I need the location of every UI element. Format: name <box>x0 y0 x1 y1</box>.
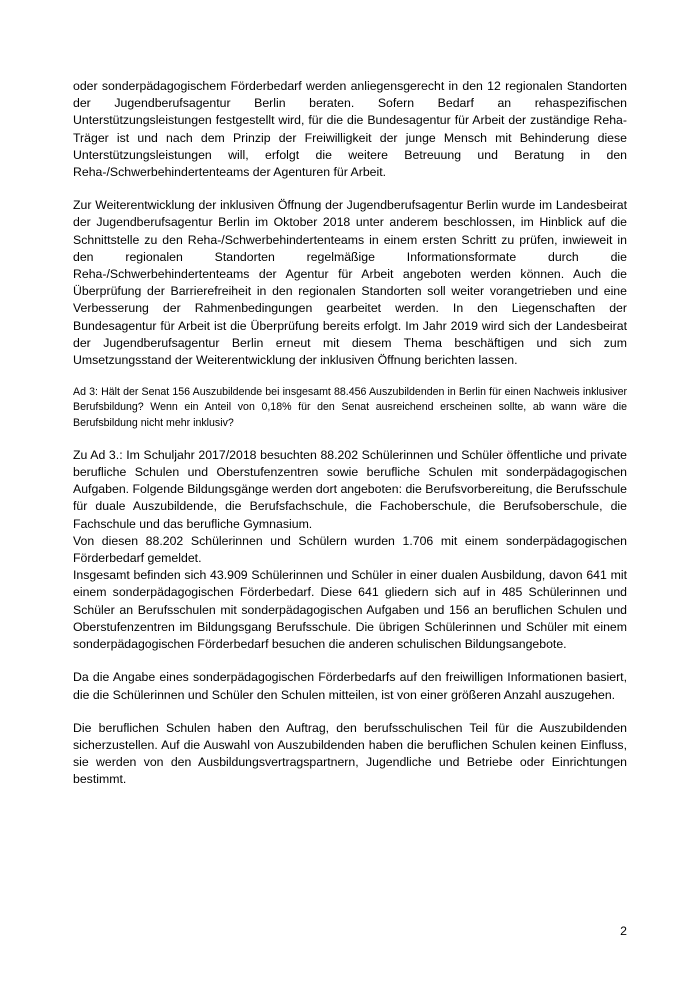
body-paragraph-1: oder sonderpädagogischem Förderbedarf werden anliegensgerecht in den 12 regionalen Standorten der Jugendberufsagentur Berlin beraten. Sofern Bedarf an rehaspezifischen Unterstützungsleistungen festgestellt wird, für die die Bundesagentur für Arbeit der zuständige Reha-Träger ist und nach dem Prinzip der Freiwilligkeit der junge Mensch mit Behinderung diese Unterstützungsleistungen will, erfolgt die weitere Betreuung und Beratung in den Reha-/Schwerbehindertenteams der Agenturen für Arbeit. <box>73 79 627 180</box>
question-paragraph: Ad 3: Hält der Senat 156 Auszubildende bei insgesamt 88.456 Auszubildenden in Berlin für einen Nachweis inklusiver Berufsbildung? Wenn ein Anteil von 0,18% für den Senat ausreichend erscheinen sollte, ab wann wäre die Berufsbildung nicht mehr inklusiv? <box>73 386 627 429</box>
body-paragraph-2: Zur Weiterentwicklung der inklusiven Öffnung der Jugendberufsagentur Berlin wurde im Landesbeirat der Jugendberufsagentur Berlin im Oktober 2018 unter anderem beschlossen, im Hinblick auf die Schnittstelle zu den Reha-/Schwerbehindertenteams in einem ersten Schritt zu prüfen, inwieweit in den regionalen Standorten regelmäßige Informationsformate durch die Reha-/Schwerbehindertenteams der Agentur für Arbeit angeboten werden können. Auch die Überprüfung der Barrierefreiheit in den regionalen Standorten soll weiter vorangetrieben und eine Verbesserung der Rahmenbedingungen gearbeitet werden. In den Liegenschaften der Bundesagentur für Arbeit ist die Überprüfung bereits erfolgt. Im Jahr 2019 wird sich der Landesbeirat der Jugendberufsagentur Berlin erneut mit diesem Thema beschäftigen und sich zum Umsetzungsstand der Weiterentwicklung der inklusiven Öffnung berichten lassen. <box>73 198 627 368</box>
answer-paragraph-2: Von diesen 88.202 Schülerinnen und Schülern wurden 1.706 mit einem sonderpädagogischen Förderbedarf gemeldet. <box>73 533 627 566</box>
answer-paragraph-4: Da die Angabe eines sonderpädagogischen Förderbedarfs auf den freiwilligen Informationen basiert, die die Schülerinnen und Schüler den Schulen mitteilen, ist von einer größeren Anzahl auszugehen. <box>73 670 627 702</box>
answer-paragraph-5: Die beruflichen Schulen haben den Auftrag, den berufsschulischen Teil für die Auszubildenden sicherzustellen. Auf die Auswahl von Auszubildenden haben die beruflichen Schulen keinen Einfluss, sie werden von den Ausbildungsvertragspartnern, Jugendliche und Betriebe oder Einrichtungen bestimmt. <box>73 720 627 787</box>
answer-paragraph-1: Zu Ad 3.: Im Schuljahr 2017/2018 besuchten 88.202 Schülerinnen und Schüler öffentliche und private berufliche Schulen und Oberstufenzentren sowie berufliche Schulen mit sonderpädagogischen Aufgaben. Folgende Bildungsgänge werden dort angeboten: die Berufsvorbereitung, die Berufsschule für duale Auszubildende, die Berufsfachschule, die Fachoberschule, die Berufsoberschule, die Fachschule und das berufliche Gymnasium. <box>73 447 627 531</box>
answer-paragraph-3: Insgesamt befinden sich 43.909 Schülerinnen und Schüler in einer dualen Ausbildung, davon 641 mit einem sonderpädagogischen Förderbedarf. Diese 641 gliedern sich auf in 485 Schülerinnen und Schüler an Berufsschulen mit sonderpädagogischen Aufgaben und 156 an beruflichen Schulen und Oberstufenzentren im Bildungsgang Berufsschule. Die übrigen Schülerinnen und Schüler mit einem sonderpädagogischen Förderbedarf besuchen die anderen schulischen Bildungsangebote. <box>73 568 627 652</box>
page-number: 2 <box>620 924 627 938</box>
